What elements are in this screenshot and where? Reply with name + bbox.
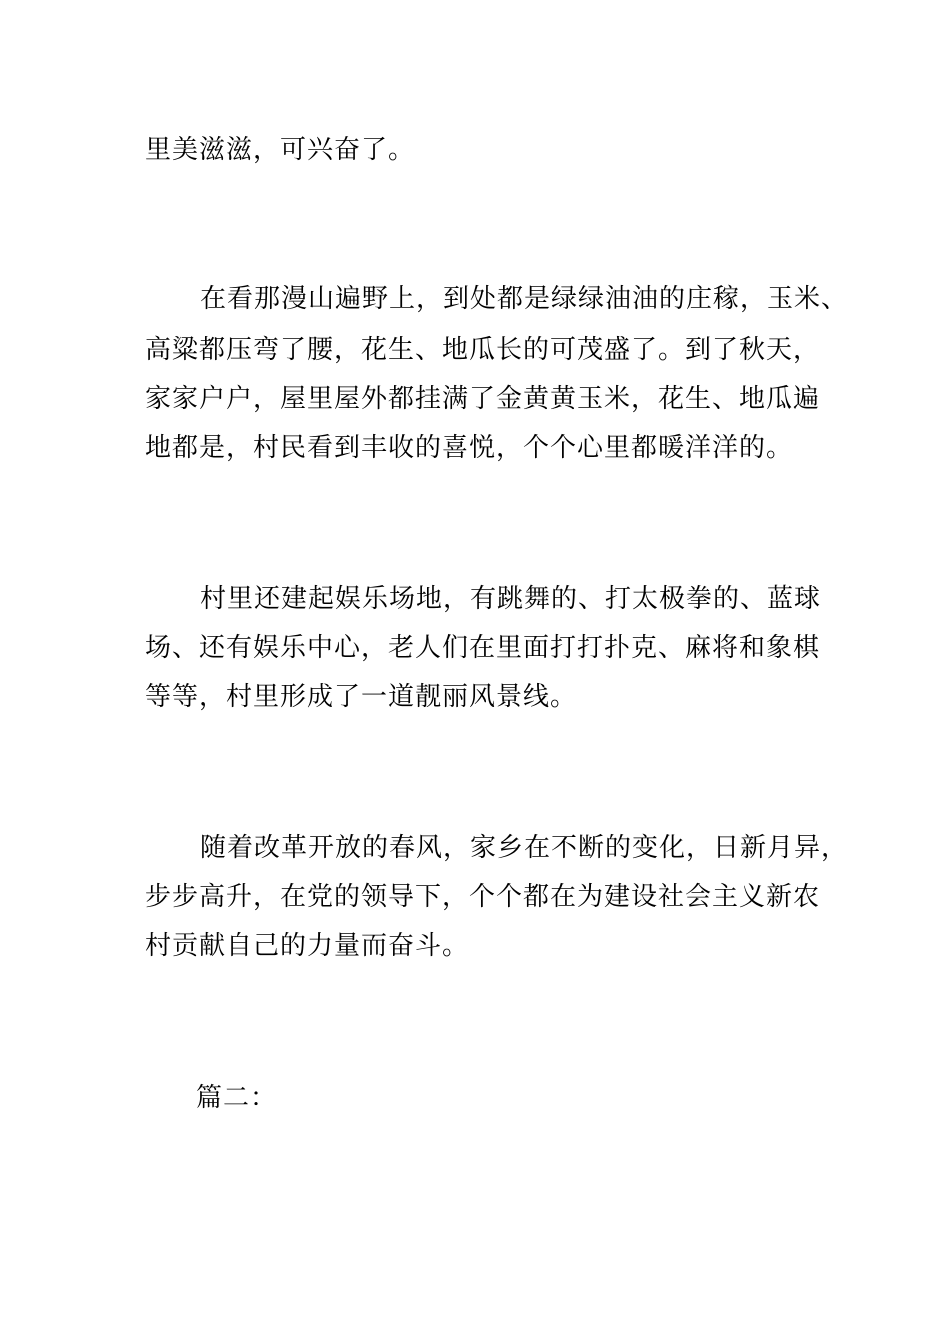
paragraph-line: 随着改革开放的春风，家乡在不断的变化，日新月异，	[200, 833, 849, 863]
paragraph-line: 在看那漫山遍野上，到处都是绿绿油油的庄稼，玉米、	[200, 284, 849, 314]
paragraph-line: 家家户户，屋里屋外都挂满了金黄黄玉米，花生、地瓜遍	[145, 384, 821, 414]
paragraph-line: 步步高升，在党的领导下，个个都在为建设社会主义新农	[145, 882, 821, 912]
paragraph-line: 等等，村里形成了一道靓丽风景线。	[145, 682, 578, 712]
paragraph-line: 村贡献自己的力量而奋斗。	[145, 931, 470, 961]
paragraph-line: 场、还有娱乐中心，老人们在里面打打扑克、麻将和象棋	[145, 633, 821, 663]
paragraph-line: 村里还建起娱乐场地，有跳舞的、打太极拳的、蓝球	[200, 584, 822, 614]
paragraph-line: 里美滋滋，可兴奋了。	[145, 135, 416, 165]
section-heading: 篇二：	[196, 1083, 278, 1113]
paragraph-line: 地都是，村民看到丰收的喜悦，个个心里都暖洋洋的。	[145, 433, 794, 463]
paragraph-line: 高粱都压弯了腰，花生、地瓜长的可茂盛了。到了秋天，	[145, 335, 821, 365]
